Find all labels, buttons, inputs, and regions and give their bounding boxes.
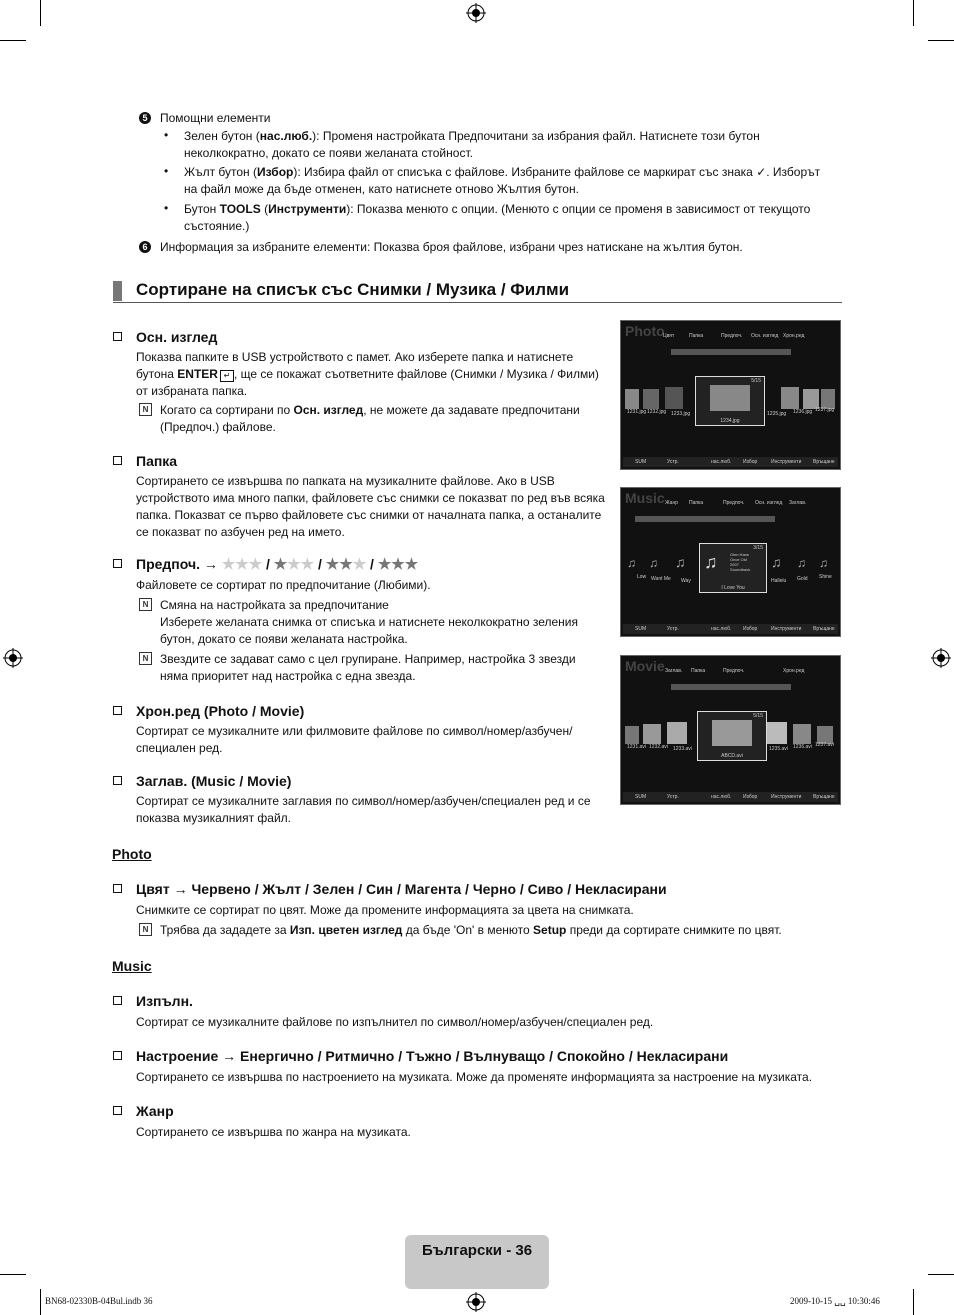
crop-mark: [913, 1289, 914, 1315]
tab: Предпоч.: [723, 500, 745, 506]
helper-green: Зелен бутон (нас.люб.): Променя настройката Предпочитани за избрания файл. Натиснете този бутон неколкократно, докато се появи желаната стойност.: [184, 129, 760, 160]
music-note-icon: ♫: [649, 556, 658, 570]
crop-mark: [0, 40, 26, 41]
screen-bottom-bar: SUM Устр. нас.люб. Избор Инструменти Връщане: [623, 792, 838, 802]
screenshot-movie: Movie Заглав. Папка Предпоч. Хрон.ред ABCD.avi 5/15 1231.avi 1232.avi 1233.avi 1235.avi 1236.avi 1237.avi SUM Устр. нас.люб. Избор Инструменти Връщане: [620, 655, 841, 805]
crop-mark: [0, 1274, 26, 1275]
crop-mark: [928, 40, 954, 41]
predpoch-row: Предпоч. → ★★★ / ★★★ / ★★★ / ★★★: [136, 556, 419, 573]
screen-bottom-bar: SUM Устр. нас.люб. Избор Инструменти Връщане: [623, 457, 838, 467]
photo-note: Трябва да зададете за Изп. цветен изглед да бъде 'On' в менюто Setup преди да сортирате снимките по цвят.: [160, 923, 782, 937]
note-predpoch-2: Звездите се задават само с цел групиране. Например, настройка 3 звезди няма приоритет над настройка с една звезда.: [160, 652, 576, 683]
screen-title: Photo: [625, 323, 665, 339]
footer-file: BN68-02330B-04Bul.indb 36: [45, 1296, 153, 1306]
music-note-icon: ♫: [819, 556, 828, 570]
section-rule: [113, 302, 842, 303]
note-icon: N: [139, 923, 152, 936]
music-note-icon: ♫: [771, 554, 782, 570]
item-text-osn: Показва папките в USB устройството с памет. Ако изберете папка и натиснете бутона ENTER ↵ , ще се покажат съответните файлове (Снимки / Музика / Филми) от избраната папка.: [136, 350, 599, 398]
number-badge-6: 6: [139, 241, 151, 253]
page-number: Български - 36: [421, 1242, 533, 1259]
item-title-hron: Хрон.ред (Photo / Movie): [136, 703, 305, 719]
tab: Папка: [691, 668, 706, 674]
checkbox-bullet: [113, 456, 122, 465]
music-item-2-text: Сортирането се извършва по настроението на музиката. Може да променяте информацията за настроение на музиката.: [136, 1070, 813, 1084]
checkbox-bullet: [113, 332, 122, 341]
selected-thumb: ♫ Glen Hans Once Old 2007 Soundtrack I Love You 3/15: [699, 543, 767, 593]
checkbox-bullet: [113, 776, 122, 785]
music-heading: Music: [112, 958, 152, 974]
selected-thumb: ABCD.avi 5/15: [697, 711, 767, 761]
section-title: Сортиране на списък със Снимки / Музика / Филми: [136, 280, 570, 299]
item-text-papka: Сортирането се извършва по папката на музикалните файлове. Ако в USB устройството има много папки, файловете със снимки се показват по ред във всяка папка. Показват се първо файловете със снимки от началната папка, а останалите се показват по азбучен ред на името.: [136, 474, 605, 539]
section-marker: [113, 281, 122, 301]
item-title-papka: Папка: [136, 453, 178, 469]
registration-mark-icon: [466, 3, 486, 23]
checkbox-bullet: [113, 996, 122, 1005]
music-note-icon: ♫: [675, 554, 686, 570]
selected-thumb: 1234.jpg 5/15: [695, 376, 765, 426]
note-icon: N: [139, 403, 152, 416]
item-text-zaglav: Сортират се музикалните заглавия по символ/номер/азбучен/специален ред и се показва музикалният файл.: [136, 794, 591, 825]
screen-title: Movie: [625, 658, 665, 674]
screen-title: Music: [625, 490, 665, 506]
screenshot-photo: Photo Цвят Папка Предпоч. Осн. изглед Хрон.ред 1234.jpg 5/15 1231.jpg 1232.jpg 1233.jpg 1235.jpg 1236.jpg 1237.jpg SUM Устр. нас.люб. Избор Инструменти Връщане: [620, 320, 841, 470]
note-icon: N: [139, 652, 152, 665]
music-note-icon: ♫: [627, 556, 636, 570]
stars-0-icon: ★★★: [221, 556, 263, 573]
music-note-icon: ♫: [704, 552, 718, 572]
crop-mark: [928, 1274, 954, 1275]
item-text-hron: Сортират се музикалните или филмовите файлове по символ/номер/азбучен/ специален ред.: [136, 724, 573, 755]
crop-mark: [40, 1289, 41, 1315]
music-item-3-title: Жанр: [136, 1103, 174, 1119]
helper-yellow: Жълт бутон (Избор): Избира файл от списъка с файлове. Избраните файлове се маркират със знака ✓. Изборът на файл може да бъде отменен, като натиснете отново Жълтия бутон.: [184, 165, 821, 196]
tab: Предпоч.: [723, 668, 745, 674]
crop-mark: [913, 0, 914, 26]
tab: Цвят: [663, 333, 675, 339]
note-osn: Когато са сортирани по Осн. изглед, не можете да задавате предпочитани (Предпоч.) файлове.: [160, 403, 580, 434]
tab: Предпоч.: [721, 333, 743, 339]
checkmark-icon: ✓: [756, 165, 767, 179]
registration-mark-icon: [931, 648, 951, 668]
tab: Хрон.ред: [783, 668, 805, 674]
music-item-3-text: Сортирането се извършва по жанра на музиката.: [136, 1125, 411, 1139]
stars-2-icon: ★★★: [325, 556, 367, 573]
tab: Заглав.: [789, 500, 807, 506]
music-note-icon: ♫: [797, 556, 806, 570]
tab: Заглав.: [665, 668, 683, 674]
item-title-zaglav: Заглав. (Music / Movie): [136, 773, 292, 789]
tab: Осн. изглед: [755, 500, 783, 506]
bullet: •: [164, 128, 169, 142]
registration-mark-icon: [3, 648, 23, 668]
tab: Осн. изглед: [751, 333, 779, 339]
helpers-title: Помощни елементи: [160, 111, 271, 125]
crop-mark: [40, 0, 41, 26]
stars-1-icon: ★★★: [273, 556, 315, 573]
note-icon: N: [139, 598, 152, 611]
checkbox-bullet: [113, 1051, 122, 1060]
checkbox-bullet: [113, 706, 122, 715]
checkbox-bullet: [113, 884, 122, 893]
helper-tools: Бутон TOOLS (Инструменти): Показва менюто с опции. (Менюто с опции се променя в зависимост от текущото състояние.): [184, 202, 811, 233]
screenshot-music: Music Жанр Папка Предпоч. Осн. изглед Заглав. ♫ Glen Hans Once Old 2007 Soundtrack I Love You 3/15 ♫ ♫ ♫ ♫ ♫ ♫ Low Want Me Way Hallelu Gold Shine SUM Устр. нас.люб. Избор Инструменти Връщане: [620, 487, 841, 637]
scrollbar: [671, 684, 791, 690]
music-item-2-title: Настроение → Енергично / Ритмично / Тъжно / Вълнуващо / Спокойно / Некласирани: [136, 1048, 729, 1064]
bullet: •: [164, 201, 169, 215]
music-item-1-text: Сортират се музикалните файлове по изпълнител по символ/номер/азбучен/специален ред.: [136, 1015, 654, 1029]
tab: Жанр: [665, 500, 678, 506]
checkbox-bullet: [113, 1106, 122, 1115]
screen-bottom-bar: SUM Устр. нас.люб. Избор Инструменти Връщане: [623, 624, 838, 634]
enter-icon: ↵: [220, 370, 234, 382]
item-title-osn: Осн. изглед: [136, 329, 218, 345]
checkbox-bullet: [113, 559, 122, 568]
tab: Папка: [689, 333, 704, 339]
footer-date: 2009-10-15 ␣␣ 10:30:46: [790, 1296, 880, 1306]
number-badge-5: 5: [139, 112, 151, 124]
note-predpoch-1: Смяна на настройката за предпочитание Изберете желаната снимка от списъка и натиснете неколкократно зеления бутон, докато се появи желаната настройка.: [160, 598, 578, 646]
scrollbar: [635, 516, 775, 522]
photo-heading: Photo: [112, 846, 152, 862]
tab: Папка: [689, 500, 704, 506]
item-text-predpoch: Файловете се сортират по предпочитание (Любими).: [136, 578, 431, 592]
scrollbar: [671, 349, 791, 355]
registration-mark-icon: [466, 1292, 486, 1312]
selected-info-text: Информация за избраните елементи: Показва броя файлове, избрани чрез натискане на жълтия бутон.: [160, 240, 743, 254]
photo-item-text: Снимките се сортират по цвят. Може да промените информацията за цвета на снимката.: [136, 903, 634, 917]
photo-item-title: Цвят → Червено / Жълт / Зелен / Син / Магента / Черно / Сиво / Некласирани: [136, 881, 667, 897]
bullet: •: [164, 164, 169, 178]
stars-3-icon: ★★★: [377, 556, 419, 573]
tab: Хрон.ред: [783, 333, 805, 339]
music-item-1-title: Изпълн.: [136, 993, 193, 1009]
